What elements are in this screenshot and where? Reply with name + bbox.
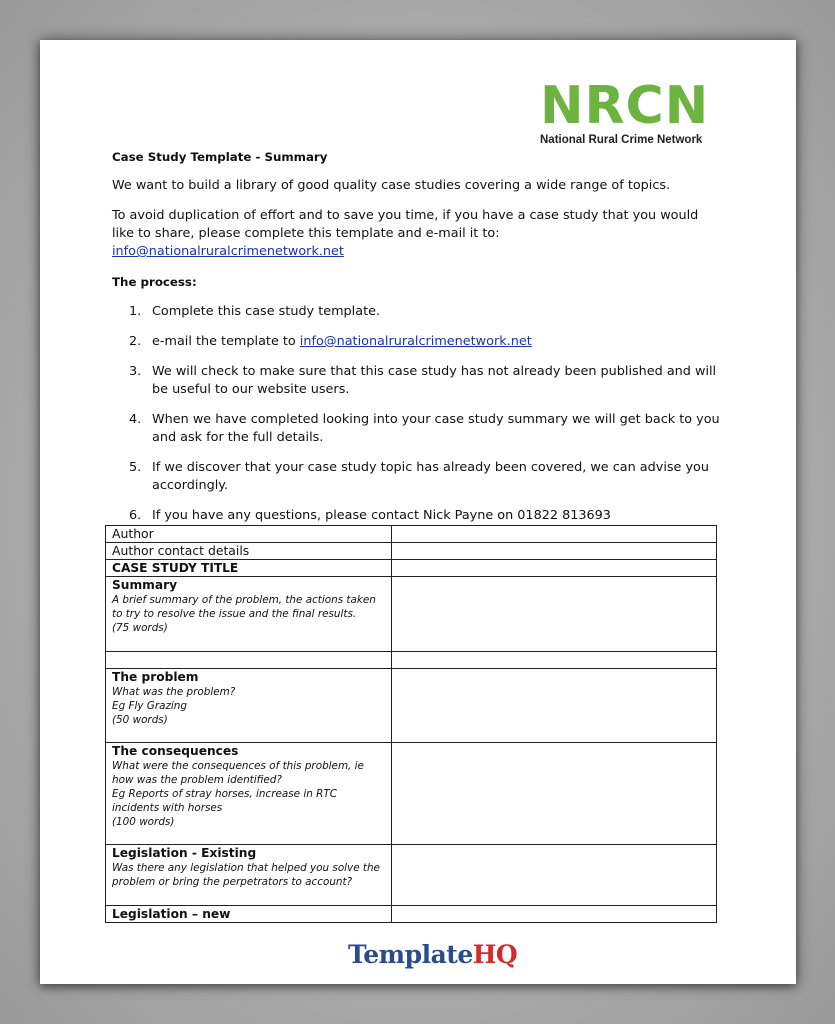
step-text: If you have any questions, please contact Nick Payne on 01822 813693 [152,508,611,523]
form-label: Author contact details [106,543,392,560]
form-hint: Eg Fly Grazing [112,700,187,712]
form-hint: Was there any legislation that helped you solve the problem or bring the perpetrators to account? [112,862,380,888]
contact-value-cell[interactable] [392,543,717,560]
step-number: 2. [129,334,142,349]
form-label-cell [106,669,392,743]
step-item [112,411,724,447]
form-label: Summary [112,578,178,592]
form-row-consequences [106,743,717,845]
consequences-value-cell[interactable] [392,743,717,845]
step-item [112,303,724,321]
author-value-cell[interactable] [392,526,717,543]
form-label: The consequences [112,744,239,758]
form-row-legislation-existing [106,845,717,906]
logo-mark: NRCN [540,76,710,136]
form-hint: (75 words) [112,622,168,634]
form-label-cell [106,845,392,906]
form-row-author [106,526,717,543]
form-label [106,652,392,669]
step-number: 6. [129,508,142,523]
step-text: If we discover that your case study topic has already been covered, we can advise you accordingly. [152,460,710,493]
form-label: CASE STUDY TITLE [106,560,392,577]
duplication-text: To avoid duplication of effort and to save you time, if you have a case study that you would like to share, please complete this template and e-mail it to: [112,208,699,241]
step-text: When we have completed looking into your case study summary we will get back to you and ask for the full details. [152,412,720,445]
logo-subtitle: National Rural Crime Network [540,134,703,146]
step-number: 3. [129,364,142,379]
step-text: Complete this case study template. [152,304,381,319]
form-label-cell [106,577,392,652]
form-row-title [106,560,717,577]
form-hint: A brief summary of the problem, the actions taken to try to resolve the issue and the final results. [112,594,376,620]
blank-value-cell[interactable] [392,652,717,669]
form-hint: Eg Reports of stray horses, increase in RTC incidents with horses [112,788,337,814]
case-study-form [105,525,717,923]
form-row-problem [106,669,717,743]
email-link[interactable]: info@nationalruralcrimenetwork.net [112,244,344,259]
form-label: Legislation - Existing [112,846,257,860]
nrcn-logo [540,76,720,146]
form-label: Legislation – new [106,906,392,923]
process-steps [112,303,724,525]
form-hint: What were the consequences of this problem, ie how was the problem identified? [112,760,364,786]
step-item [112,333,724,351]
watermark-part2: HQ [472,940,518,969]
form-row-blank [106,652,717,669]
summary-value-cell[interactable] [392,577,717,652]
duplication-paragraph [112,207,724,261]
form-row-legislation-new [106,906,717,923]
legislation-existing-value-cell[interactable] [392,845,717,906]
step-number: 4. [129,412,142,427]
form-hint: (100 words) [112,816,175,828]
form-label-cell [106,743,392,845]
form-hint: What was the problem? [112,686,236,698]
problem-value-cell[interactable] [392,669,717,743]
form-row-contact [106,543,717,560]
step-item [112,507,724,525]
step-number: 1. [129,304,142,319]
step-item [112,363,724,399]
form-hint: (50 words) [112,714,168,726]
step-number: 5. [129,460,142,475]
form-label: Author [106,526,392,543]
step-item [112,459,724,495]
legislation-new-value-cell[interactable] [392,906,717,923]
document-title: Case Study Template - Summary [112,150,328,164]
watermark-part1: Template [348,940,473,969]
templatehq-watermark [348,940,518,969]
process-heading: The process: [112,275,197,289]
step-text: e-mail the template to [152,334,300,349]
form-row-summary [106,577,717,652]
step-text: We will check to make sure that this case study has not already been published and will be useful to our website users. [152,364,717,397]
title-value-cell[interactable] [392,560,717,577]
document-page [40,40,796,984]
form-label: The problem [112,670,199,684]
intro-paragraph: We want to build a library of good quality case studies covering a wide range of topics. [112,178,671,193]
step-email-link[interactable]: info@nationalruralcrimenetwork.net [299,334,532,349]
document-body [112,148,724,537]
